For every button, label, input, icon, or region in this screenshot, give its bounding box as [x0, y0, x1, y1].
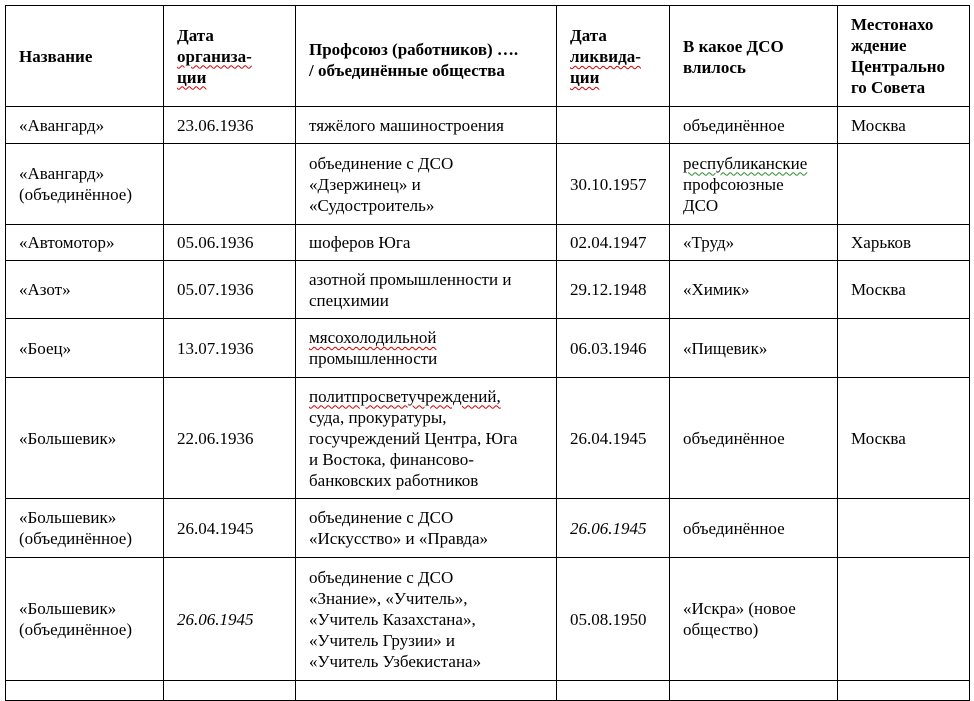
cell-name: «Большевик» (объединённое): [6, 499, 164, 558]
cell-name: «Азот»: [6, 261, 164, 319]
cell-merged-into: «Труд»: [670, 225, 838, 261]
cell-name: «Автомотор»: [6, 225, 164, 261]
cell-location: Харьков: [838, 225, 970, 261]
cell-liq-date: [557, 681, 670, 701]
cell-org-date: 13.07.1936: [164, 319, 296, 378]
header-liq-date: Дата ликвида- ции: [557, 6, 670, 107]
dso-table: [5, 5, 970, 701]
table-row: [6, 319, 970, 378]
cell-location: Москва: [838, 107, 970, 144]
cell-merged-into: объединённое: [670, 378, 838, 499]
table-row: [6, 681, 970, 701]
cell-org-date: [164, 144, 296, 225]
cell-location: [838, 681, 970, 701]
header-merged-into: В какое ДСО влилось: [670, 6, 838, 107]
cell-merged-into: «Химик»: [670, 261, 838, 319]
cell-org-date: 23.06.1936: [164, 107, 296, 144]
cell-location: [838, 558, 970, 681]
cell-merged-into: «Искра» (новое общество): [670, 558, 838, 681]
table-row: [6, 261, 970, 319]
cell-org-date: 26.04.1945: [164, 499, 296, 558]
cell-location: [838, 499, 970, 558]
cell-liq-date: 02.04.1947: [557, 225, 670, 261]
header-location: Местонахо ждение Центрально го Совета: [838, 6, 970, 107]
cell-liq-date: 26.06.1945: [557, 499, 670, 558]
cell-merged-into: «Пищевик»: [670, 319, 838, 378]
cell-location: [838, 144, 970, 225]
cell-name: «Авангард» (объединённое): [6, 144, 164, 225]
cell-union: [296, 681, 557, 701]
cell-name: «Авангард»: [6, 107, 164, 144]
cell-liq-date: 29.12.1948: [557, 261, 670, 319]
cell-union: тяжёлого машиностроения: [296, 107, 557, 144]
table-row: [6, 225, 970, 261]
cell-merged-into: объединённое: [670, 107, 838, 144]
cell-union: политпросветучреждений, суда, прокуратуры, госучреждений Центра, Юга и Востока, финансово- банковских работников: [296, 378, 557, 499]
cell-union: объединение с ДСО «Дзержинец» и «Судостроитель»: [296, 144, 557, 225]
cell-location: Москва: [838, 261, 970, 319]
cell-location: [838, 319, 970, 378]
cell-location: Москва: [838, 378, 970, 499]
cell-name: «Большевик»: [6, 378, 164, 499]
cell-org-date: 26.06.1945: [164, 558, 296, 681]
cell-org-date: 22.06.1936: [164, 378, 296, 499]
cell-merged-into: объединённое: [670, 499, 838, 558]
table-row: [6, 107, 970, 144]
header-org-date: Дата организа- ции: [164, 6, 296, 107]
table-row: [6, 558, 970, 681]
cell-liq-date: 30.10.1957: [557, 144, 670, 225]
header-row: [6, 6, 970, 107]
cell-liq-date: 05.08.1950: [557, 558, 670, 681]
header-name: Название: [6, 6, 164, 107]
cell-name: [6, 681, 164, 701]
cell-union: объединение с ДСО «Искусство» и «Правда»: [296, 499, 557, 558]
cell-org-date: [164, 681, 296, 701]
cell-name: «Большевик» (объединённое): [6, 558, 164, 681]
header-union: Профсоюз (работников) …. / объединённые общества: [296, 6, 557, 107]
cell-liq-date: 26.04.1945: [557, 378, 670, 499]
cell-union: азотной промышленности и спецхимии: [296, 261, 557, 319]
cell-union: объединение с ДСО «Знание», «Учитель», «Учитель Казахстана», «Учитель Грузии» и «Учитель Узбекистана»: [296, 558, 557, 681]
cell-name: «Боец»: [6, 319, 164, 378]
table-row: [6, 378, 970, 499]
cell-union: мясохолодильной промышленности: [296, 319, 557, 378]
cell-liq-date: 06.03.1946: [557, 319, 670, 378]
cell-merged-into: республиканские профсоюзные ДСО: [670, 144, 838, 225]
cell-union: шоферов Юга: [296, 225, 557, 261]
table-row: [6, 499, 970, 558]
table-row: [6, 144, 970, 225]
cell-liq-date: [557, 107, 670, 144]
cell-merged-into: [670, 681, 838, 701]
cell-org-date: 05.07.1936: [164, 261, 296, 319]
cell-org-date: 05.06.1936: [164, 225, 296, 261]
